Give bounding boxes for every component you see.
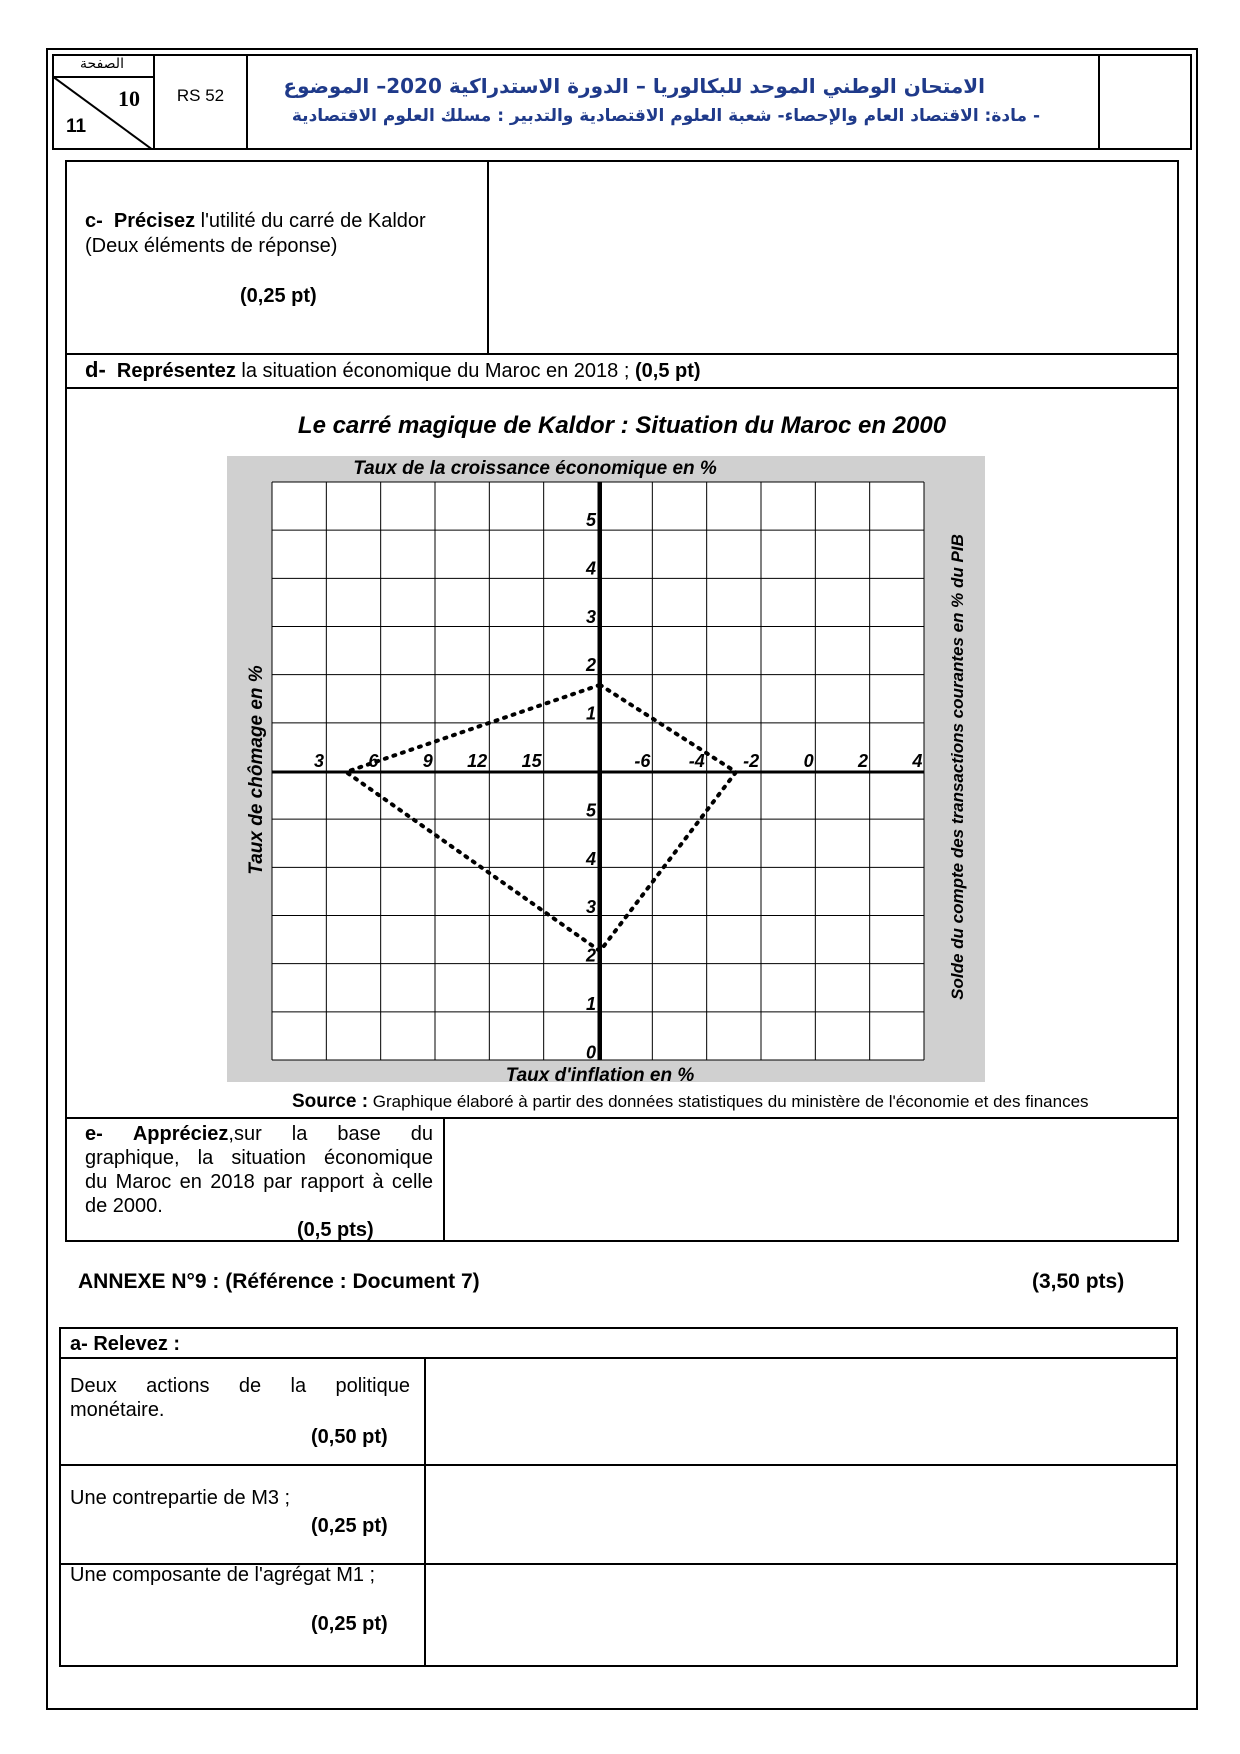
item1-line1: Deux actions de la politique (70, 1375, 410, 1397)
question-e (85, 1122, 433, 1146)
item2-points: (0,25 pt) (311, 1515, 388, 1537)
kaldor-chart (225, 455, 985, 1085)
question-c-label: c- (85, 210, 103, 232)
chart-title: Le carré magique de Kaldor : Situation du Maroc en 2000 (297, 412, 947, 439)
tick-label-inflation: 4 (585, 848, 596, 869)
tick-label-growth: 4 (585, 558, 596, 579)
c-divider (487, 160, 489, 354)
header-divider-3 (1098, 54, 1100, 150)
chart-source-text: Graphique élaboré à partir des données statistiques du ministère de l'économie et des finances (368, 1092, 1089, 1111)
item2-line1: Une contrepartie de M3 ; (70, 1487, 291, 1509)
tick-label-unemployment: 9 (422, 751, 433, 771)
answer-a2-field[interactable] (427, 1466, 1176, 1562)
chart-bottom-line (65, 1117, 1179, 1119)
tick-label-current-account: -4 (688, 751, 705, 771)
question-c (85, 209, 426, 233)
tick-label-growth: 3 (585, 606, 596, 627)
tick-label-inflation: 2 (585, 945, 596, 966)
exam-code: RS 52 (176, 86, 225, 105)
question-e-line3: du Maroc en 2018 par rapport à celle (85, 1171, 433, 1193)
tick-label-growth: 5 (585, 510, 596, 530)
answer-e-field[interactable] (446, 1120, 1177, 1240)
tick-label-unemployment: 15 (521, 751, 542, 771)
page-label: الصفحة (80, 56, 124, 72)
annexe-divider (424, 1357, 426, 1667)
item1-line2: monétaire. (70, 1399, 165, 1421)
header-divider-2 (246, 54, 248, 150)
tick-label-unemployment: 6 (368, 751, 379, 771)
question-e-line2: graphique, la situation économique (85, 1147, 433, 1169)
question-d-points: (0,5 pt) (634, 360, 701, 382)
e-divider (443, 1117, 445, 1242)
item1-points: (0,50 pt) (311, 1426, 388, 1448)
header-title-line2: - مادة: الاقتصاد العام والإحصاء- شعبة العلوم الاقتصادية والتدبير : مسلك العلوم الاقتصادية (291, 106, 1040, 126)
answer-a3-field[interactable] (427, 1565, 1176, 1665)
tick-label-growth: 1 (585, 703, 596, 724)
question-c-line2: (Deux éléments de réponse) (85, 235, 338, 257)
annexe-points: (3,50 pts) (1032, 1270, 1125, 1293)
section-a-label: a- Relevez : (70, 1333, 181, 1355)
header-title-line1: الامتحان الوطني الموحد للبكالوريا – الدورة الاستدراكية 2020– الموضوع (283, 74, 985, 98)
annexe-title: ANNEXE N°9 : (Référence : Document 7) (78, 1270, 480, 1293)
question-e-points: (0,5 pts) (297, 1219, 374, 1241)
question-c-verb: Précisez (113, 210, 196, 232)
answer-a1-field[interactable] (427, 1359, 1176, 1463)
answer-c-field[interactable] (490, 162, 1177, 352)
axis-label-top: Taux de la croissance économique en % (353, 458, 717, 479)
question-e-verb: Appréciez (132, 1123, 229, 1145)
question-e-line1: ,sur la base du (228, 1123, 433, 1145)
question-c-points: (0,25 pt) (240, 285, 317, 307)
tick-label-growth: 2 (585, 655, 596, 676)
axis-label-right: Solde du compte des transactions courantes en % du PIB (948, 534, 967, 1000)
tick-label-inflation: 1 (585, 994, 596, 1014)
chart-source-label: Source : (292, 1091, 369, 1112)
tick-label-inflation: 3 (585, 897, 596, 918)
item3-line1: Une composante de l'agrégat M1 ; (70, 1564, 376, 1586)
question-e-label: e- (85, 1123, 103, 1145)
item3-points: (0,25 pt) (311, 1613, 388, 1635)
d-bottom-line (65, 387, 1179, 389)
question-e-line4: de 2000. (85, 1195, 163, 1217)
axis-label-bottom: Taux d'inflation en % (505, 1065, 695, 1085)
tick-label-current-account: -2 (743, 751, 760, 771)
question-d-label: d- (85, 357, 106, 382)
tick-label-current-account: 4 (912, 751, 923, 771)
question-c-text: l'utilité du carré de Kaldor (195, 210, 426, 232)
tick-label-current-account: 2 (857, 751, 868, 771)
tick-label-current-account: -6 (634, 751, 651, 771)
page-current: 10 (118, 86, 140, 111)
tick-label-unemployment: 3 (313, 751, 324, 771)
tick-label-inflation: 5 (585, 800, 596, 821)
chart-source (292, 1091, 1089, 1113)
tick-label-inflation: 0 (585, 1042, 596, 1063)
tick-label-unemployment: 12 (467, 751, 488, 771)
page-total: 11 (66, 116, 87, 137)
question-d (85, 358, 701, 383)
c-bottom-line (65, 353, 1179, 355)
tick-label-current-account: 0 (803, 751, 814, 771)
question-d-verb: Représentez (116, 360, 236, 382)
question-d-text: la situation économique du Maroc en 2018 ; (235, 360, 630, 382)
axis-label-left: Taux de chômage en % (246, 665, 267, 875)
